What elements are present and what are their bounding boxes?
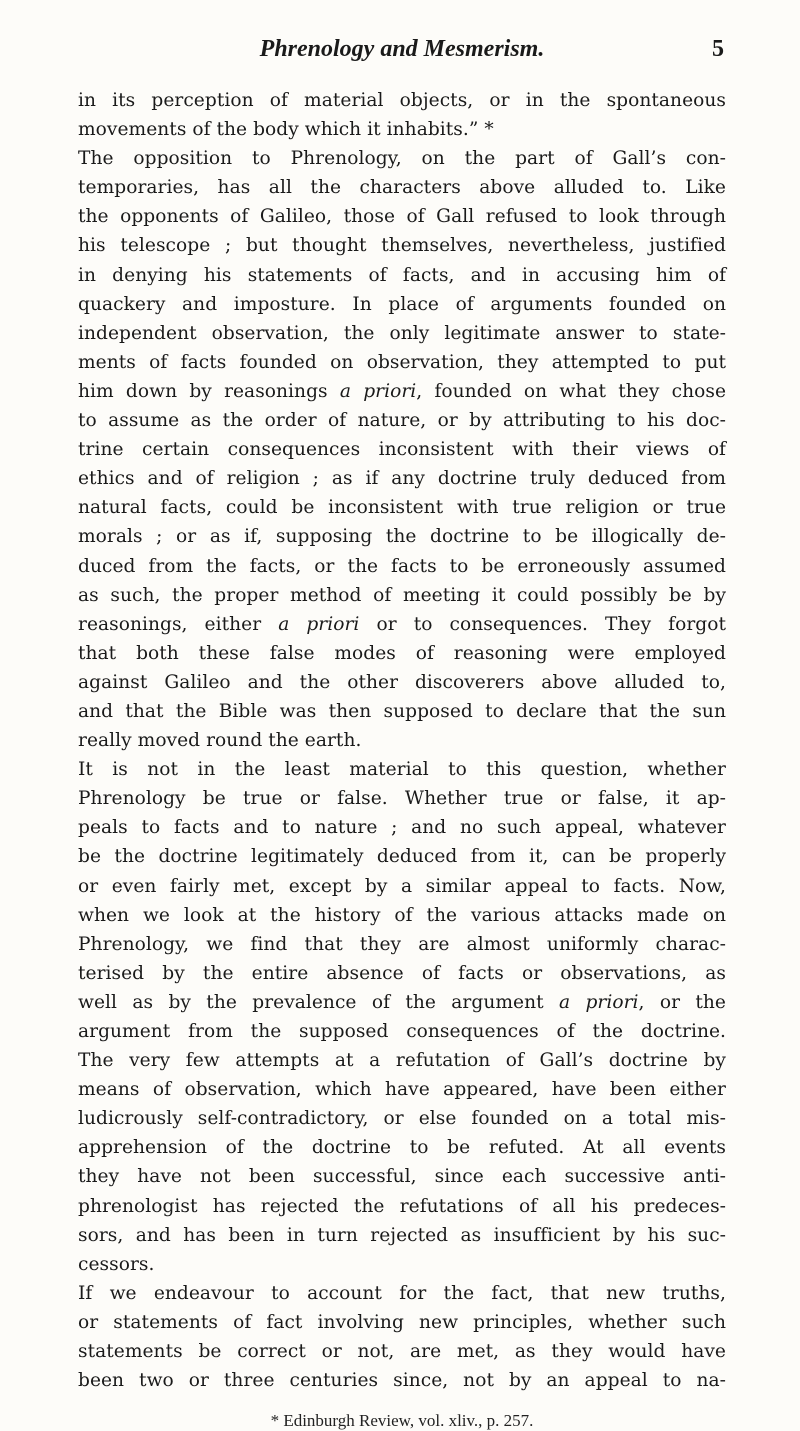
- text-line: reasonings, either a priori or to consequences. They forgot: [78, 613, 726, 635]
- book-page: [78, 36, 726, 1431]
- text-line: If we endeavour to account for the fact, that new truths,: [78, 1282, 726, 1304]
- body-text: [78, 86, 726, 1395]
- text-line: natural facts, could be inconsistent with true religion or true: [78, 497, 726, 519]
- running-header: [78, 36, 726, 80]
- text-line: peals to facts and to nature ; and no such appeal, whatever: [78, 817, 726, 839]
- text-line: It is not in the least material to this question, whether: [78, 759, 726, 781]
- text-line: trine certain consequences inconsistent with their views of: [78, 439, 726, 461]
- text-line: phrenologist has rejected the refutations of all his predeces-: [78, 1195, 726, 1217]
- text-line: they have not been successful, since each successive anti-: [78, 1166, 726, 1188]
- text-line: apprehension of the doctrine to be refuted. At all events: [78, 1137, 726, 1159]
- text-line: to assume as the order of nature, or by attributing to his doc-: [78, 410, 726, 432]
- text-line: duced from the facts, or the facts to be erroneously assumed: [78, 555, 726, 577]
- text-line: in denying his statements of facts, and in accusing him of: [78, 264, 726, 286]
- text-line: against Galileo and the other discoverers above alluded to,: [78, 671, 726, 693]
- text-line: means of observation, which have appeared, have been either: [78, 1079, 726, 1101]
- text-line: as such, the proper method of meeting it could possibly be by: [78, 584, 726, 606]
- italic-phrase: a priori: [278, 613, 360, 635]
- text-line: or even fairly met, except by a similar appeal to facts. Now,: [78, 875, 726, 897]
- text-line: sors, and has been in turn rejected as insufficient by his suc-: [78, 1224, 726, 1246]
- text-line: Phrenology be true or false. Whether true or false, it ap-: [78, 788, 726, 810]
- text-line: the opponents of Galileo, those of Gall refused to look through: [78, 206, 726, 228]
- text-line: that both these false modes of reasoning were employed: [78, 642, 726, 664]
- italic-phrase: a priori: [339, 380, 417, 402]
- text-line: argument from the supposed consequences of the doctrine.: [78, 1021, 726, 1042]
- text-line: ludicrously self-contradictory, or else founded on a total mis-: [78, 1108, 726, 1130]
- text-line: temporaries, has all the characters above alluded to. Like: [78, 177, 726, 199]
- text-line: when we look at the history of the various attacks made on: [78, 904, 726, 926]
- text-line: quackery and imposture. In place of arguments founded on: [78, 293, 726, 315]
- text-line: been two or three centuries since, not by an appeal to na-: [78, 1370, 726, 1392]
- page-number: 5: [712, 36, 724, 62]
- text-line: movements of the body which it inhabits.” *: [78, 119, 494, 141]
- text-line: morals ; or as if, supposing the doctrine to be illogically de-: [78, 526, 726, 548]
- text-line: or statements of fact involving new principles, whether such: [78, 1311, 726, 1333]
- text-line: statements be correct or not, are met, as they would have: [78, 1341, 726, 1363]
- text-line: ethics and of religion ; as if any doctrine truly deduced from: [78, 468, 726, 490]
- text-line: terised by the entire absence of facts or observations, as: [78, 962, 726, 984]
- text-line: well as by the prevalence of the argument a priori, or the: [78, 991, 726, 1013]
- text-line: in its perception of material objects, or in the spontaneous: [78, 90, 726, 111]
- text-line: and that the Bible was then supposed to declare that the sun: [78, 700, 726, 722]
- text-line: Phrenology, we find that they are almost uniformly charac-: [78, 933, 726, 955]
- running-title: Phrenology and Mesmerism.: [259, 36, 545, 62]
- text-line: independent observation, the only legitimate answer to state-: [78, 322, 726, 344]
- text-line: be the doctrine legitimately deduced from it, can be properly: [78, 846, 726, 868]
- text-line: really moved round the earth.: [78, 730, 362, 752]
- text-line: him down by reasonings a priori, founded on what they chose: [78, 380, 727, 402]
- text-line: ments of facts founded on observation, they attempted to put: [78, 351, 726, 373]
- footnote: * Edinburgh Review, vol. xliv., p. 257.: [270, 1411, 534, 1431]
- text-line: his telescope ; but thought themselves, nevertheless, justified: [78, 235, 726, 257]
- italic-phrase: a priori: [558, 991, 639, 1013]
- text-line: The opposition to Phrenology, on the part of Gall’s con-: [78, 148, 726, 170]
- text-line: The very few attempts at a refutation of Gall’s doctrine by: [78, 1050, 726, 1072]
- text-line: cessors.: [78, 1253, 155, 1275]
